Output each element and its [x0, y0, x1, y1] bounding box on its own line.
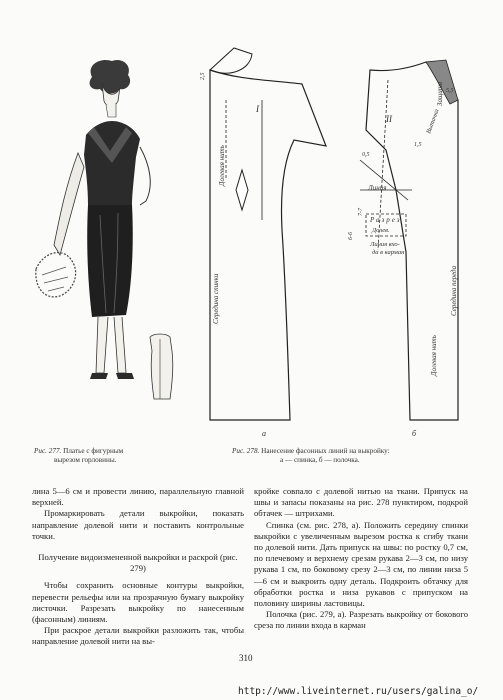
figure-277-caption-line1: Платье с фигурным	[63, 447, 124, 455]
left-paragraph-3: Чтобы сохранить основные контуры выкройки, перевести рельефы или на прозрачную бумагу выкройку листочки. Разрезать выкройку по нанесенным (фасонным) линиям.	[32, 580, 244, 625]
right-paragraph-1: кройке совпало с долевой нитью на ткани. Припуск на швы и запасы показаны на рис. 278 пунктиром, подкрой обтачек — штрихами.	[254, 486, 468, 519]
figure-277-caption	[34, 447, 184, 465]
back-shoulder-dart	[210, 48, 252, 73]
back-center-label: Середина спинки	[212, 273, 220, 324]
back-view-dress	[150, 334, 173, 399]
right-paragraph-3: Полочка (рис. 279, а). Разрезать выкройку от бокового среза по линии входа в карман	[254, 609, 468, 631]
grain-short-label: Долев.	[372, 227, 390, 234]
source-url: http://www.liveinternet.ru/users/galina_o/	[238, 686, 479, 697]
figure-278-caption-line1: Нанесение фасонных линий на выкройку:	[261, 447, 390, 455]
front-center-label: Середина переда	[450, 265, 458, 316]
right-arm	[140, 147, 150, 205]
hair-shape	[90, 60, 131, 94]
figure-278-label: Рис. 278.	[232, 447, 260, 455]
front-grain-label: Долевая нить	[430, 335, 438, 376]
pocket-entry-label-2: да в карман	[372, 249, 405, 256]
left-column	[32, 486, 244, 648]
back-waist-dart	[236, 170, 248, 210]
left-paragraph-1: лина 5—6 см и провести линию, параллельную главной верхней.	[32, 486, 244, 508]
measure-55: 5,5	[446, 88, 454, 94]
right-column	[254, 486, 468, 632]
pocket-entry-label-1: Линия вхо-	[370, 241, 400, 248]
legs	[96, 317, 126, 373]
pattern-draft	[190, 40, 480, 440]
dress-illustration	[14, 55, 184, 425]
back-grain-label: Долевая нить	[218, 145, 226, 186]
figure-278-caption-line2: а — спинка, б — полочка.	[280, 456, 360, 464]
skirt	[87, 205, 133, 317]
measure-05: 0,5	[362, 152, 370, 158]
left-paragraph-2: Промаркировать детали выкройки, показать направление долевой нити и поставить контрольные точки.	[32, 508, 244, 541]
figure-278-caption	[232, 447, 447, 465]
panel-b-label: б	[412, 429, 417, 438]
left-glove	[54, 153, 84, 255]
measure-77: 7-7	[358, 208, 364, 216]
page-number: 310	[239, 653, 253, 663]
left-paragraph-4: При раскрое детали выкройки разложить так, чтобы направление долевой нити на вы-	[32, 625, 244, 647]
cut-label: Разрез	[370, 216, 402, 224]
fur-stole	[36, 253, 76, 297]
tuck-label: Защипы	[436, 82, 444, 106]
panel-a-label: а	[262, 429, 266, 438]
measure-66: 6-6	[348, 232, 354, 240]
measure-15: 1,5	[414, 142, 422, 148]
line-label: Линия	[368, 184, 387, 192]
figure-277-caption-line2: вырезом горловины.	[54, 456, 117, 464]
measure-25: 2,5	[200, 72, 206, 80]
section-heading: Получение видоизмененной выкройки и раскрой (рис. 279)	[38, 552, 238, 574]
figure-277-label: Рис. 277.	[34, 447, 62, 455]
dart-label: Вытачка	[425, 108, 441, 135]
label-II: II	[386, 114, 392, 124]
back-piece-outline	[210, 70, 326, 420]
right-paragraph-2: Спинка (см. рис. 278, а). Положить середину спинки выкройки с увеличенным вырезом ростка к сгибу ткани по долевой нити. Дать припуск на швы: по ростку 0,7 см, по плечевому и верхнему срезам рукава 2—3 см, по низу рукава 1 см, по боковому срезу 2—3 см, по линии низа 5—6 см и выкроить одну деталь. Подкроить обтачку для обработки ростка и низа рукавов с припуском на половину ширины ластовицы.	[254, 519, 468, 609]
label-I: I	[256, 104, 259, 114]
